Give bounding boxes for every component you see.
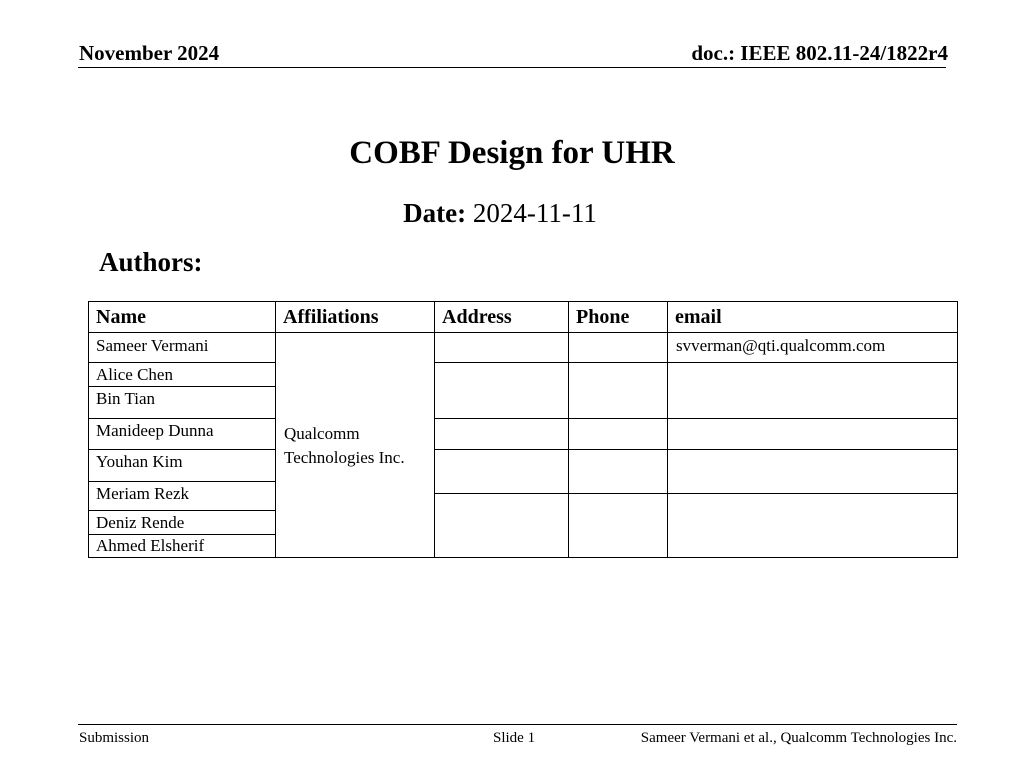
column-header-name: Name bbox=[96, 306, 146, 328]
phone-cell bbox=[568, 362, 668, 419]
author-name: Bin Tian bbox=[96, 389, 156, 408]
authors-heading: Authors: bbox=[99, 247, 203, 277]
slide-title: COBF Design for UHR bbox=[349, 135, 675, 171]
affiliation-line: Technologies Inc. bbox=[284, 448, 405, 467]
address-cell bbox=[434, 449, 569, 494]
header-date: November 2024 bbox=[79, 41, 220, 65]
column-header-phone: Phone bbox=[576, 306, 630, 328]
phone-cell bbox=[568, 418, 668, 450]
footer-slide-number: Slide 1 bbox=[493, 730, 536, 746]
date-value: 2024-11-11 bbox=[472, 198, 597, 228]
phone-cell bbox=[568, 493, 668, 558]
date-label: Date: bbox=[403, 198, 467, 228]
author-name: Alice Chen bbox=[96, 365, 173, 384]
date-line bbox=[0, 196, 1000, 230]
author-name: Ahmed Elsherif bbox=[96, 536, 205, 555]
author-email: svverman@qti.qualcomm.com bbox=[676, 336, 886, 355]
footer-rule bbox=[78, 724, 957, 725]
phone-cell bbox=[568, 449, 668, 494]
affiliation-line: Qualcomm bbox=[284, 424, 360, 443]
author-name: Manideep Dunna bbox=[96, 421, 214, 440]
email-cell bbox=[667, 449, 958, 494]
author-name: Sameer Vermani bbox=[96, 336, 209, 355]
address-cell bbox=[434, 362, 569, 419]
column-header-address: Address bbox=[442, 306, 512, 328]
affiliation-text bbox=[284, 422, 405, 470]
email-cell bbox=[667, 493, 958, 558]
phone-cell bbox=[568, 332, 668, 363]
footer-authors: Sameer Vermani et al., Qualcomm Technologies Inc. bbox=[640, 730, 957, 746]
address-cell bbox=[434, 493, 569, 558]
address-cell bbox=[434, 332, 569, 363]
author-name: Deniz Rende bbox=[96, 513, 185, 532]
address-cell bbox=[434, 418, 569, 450]
email-cell bbox=[667, 418, 958, 450]
author-name: Meriam Rezk bbox=[96, 484, 189, 503]
author-name: Youhan Kim bbox=[96, 452, 183, 471]
footer-submission: Submission bbox=[79, 730, 150, 746]
header-rule bbox=[78, 67, 946, 68]
authors-table bbox=[88, 301, 958, 558]
header-doc-id: doc.: IEEE 802.11-24/1822r4 bbox=[691, 41, 948, 65]
email-cell bbox=[667, 362, 958, 419]
column-header-email: email bbox=[675, 306, 722, 328]
column-header-affiliations: Affiliations bbox=[283, 306, 379, 328]
